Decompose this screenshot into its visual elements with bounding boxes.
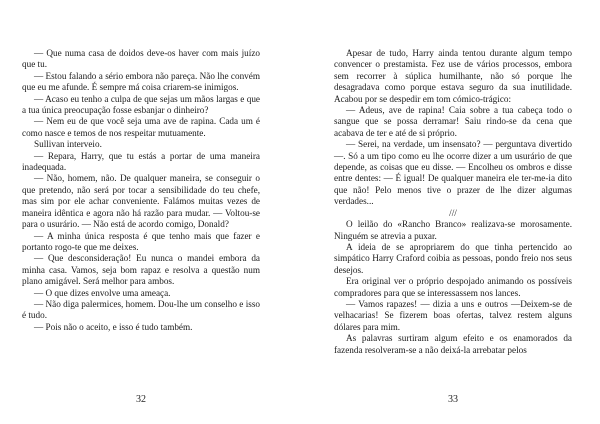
left-paragraph-2: — Estou falando a sério embora não pareça. Não lhe convém que eu me afunde. É sempre má coisa criarem-se inimigos. xyxy=(22,70,260,93)
right-paragraph-6: Era original ver o próprio despojado animando os possíveis compradores para que se interessassem nos lances. xyxy=(334,276,572,298)
left-paragraph-10: — O que dizes envolve uma ameaça. xyxy=(34,287,171,298)
left-paragraph-11: — Não diga palermices, homem. Dou-lhe um conselho e isso é tudo. xyxy=(22,298,260,321)
right-paragraph-1: Apesar de tudo, Harry ainda tentou durante algum tempo convencer o prestamista. Fez use de vários processos, embora sem recorrer à súplica humilhante, não só porque lhe desagradava como porque estava seguro da sua inutilidade. Acabou por se despedir em tom cómico-trágico: xyxy=(334,48,572,104)
page-number-right: 33 xyxy=(448,394,458,405)
right-paragraph-3: — Serei, na verdade, um insensato? — perguntava divertido —. Só a um tipo como eu lhe ocorre dizer a um usurário de que depende, as coisas que eu disse. — Encolheu os ombros e disse entre dentes: — É igual! De qualquer maneira ele ter-me-ia dito que não! Pelo menos tive o prazer de lhe dizer algumas verdades... xyxy=(334,139,572,207)
left-paragraph-8: — A minha única resposta é que tenho mais que fazer e portanto rogo-te que me deixes. xyxy=(22,230,260,252)
right-paragraph-7: — Vamos rapazes! — dizia a uns e outros —Deixem-se de velhacarias! Se fizerem boas ofertas, talvez restem alguns dólares para mim. xyxy=(334,298,572,332)
left-paragraph-6: — Repara, Harry, que tu estás a portar de uma maneira inadequada. xyxy=(22,150,260,173)
right-page xyxy=(334,48,572,356)
right-paragraph-2: — Adeus, ave de rapina! Caia sobre a tua cabeça todo o sangue que se possa derramar! Saiu rindo-se da cena que acabava de ter e até de si próprio. xyxy=(334,105,572,138)
left-paragraph-1: — Que numa casa de doidos deve-os haver com mais juízo que tu. xyxy=(22,48,260,70)
left-paragraph-3: — Acaso eu tenho a culpa de que sejas um mãos largas e que a tua única preocupação fosse esbanjar o dinheiro? xyxy=(22,93,260,116)
left-paragraph-4: — Nem eu de que você seja uma ave de rapina. Cada um é como nasce e temos de nos respeitar mutuamente. xyxy=(22,116,260,138)
right-paragraph-8: As palavras surtiram algum efeito e os enamorados da fazenda resolveram-se a não deixá-la arrebatar pelos xyxy=(334,333,572,355)
right-paragraph-4: O leilão do «Rancho Branco» realizava-se morosamente. Ninguém se atrevia a puxar. xyxy=(334,219,572,241)
left-paragraph-5: Sullivan interveio. xyxy=(34,139,102,150)
left-paragraph-9: — Que desconsideração! Eu nunca o mandei embora da minha casa. Vamos, seja bom rapaz e resolva a questão num plano amigável. Será melhor para ambos. xyxy=(22,253,260,287)
section-separator: /// xyxy=(449,207,457,218)
page-number-left: 32 xyxy=(136,394,146,405)
right-paragraph-5: A ideia de se apropriarem do que tinha pertencido ao simpático Harry Craford coibia as pessoas, pondo freio nos seus desejos. xyxy=(334,241,572,275)
left-page xyxy=(22,48,260,333)
left-paragraph-7: — Não, homem, não. De qualquer maneira, se conseguir o que pretendo, não será por tocar a sensibilidade do teu chefe, mas sim por ele achar conveniente. Falámos muitas vezes de maneira idêntica e agora não há razão para mudar. — Voltou-se para o usurário. — Não está de acordo comigo, Donald? xyxy=(22,173,260,230)
left-paragraph-12: — Pois não o aceito, e isso é tudo também. xyxy=(34,321,193,332)
